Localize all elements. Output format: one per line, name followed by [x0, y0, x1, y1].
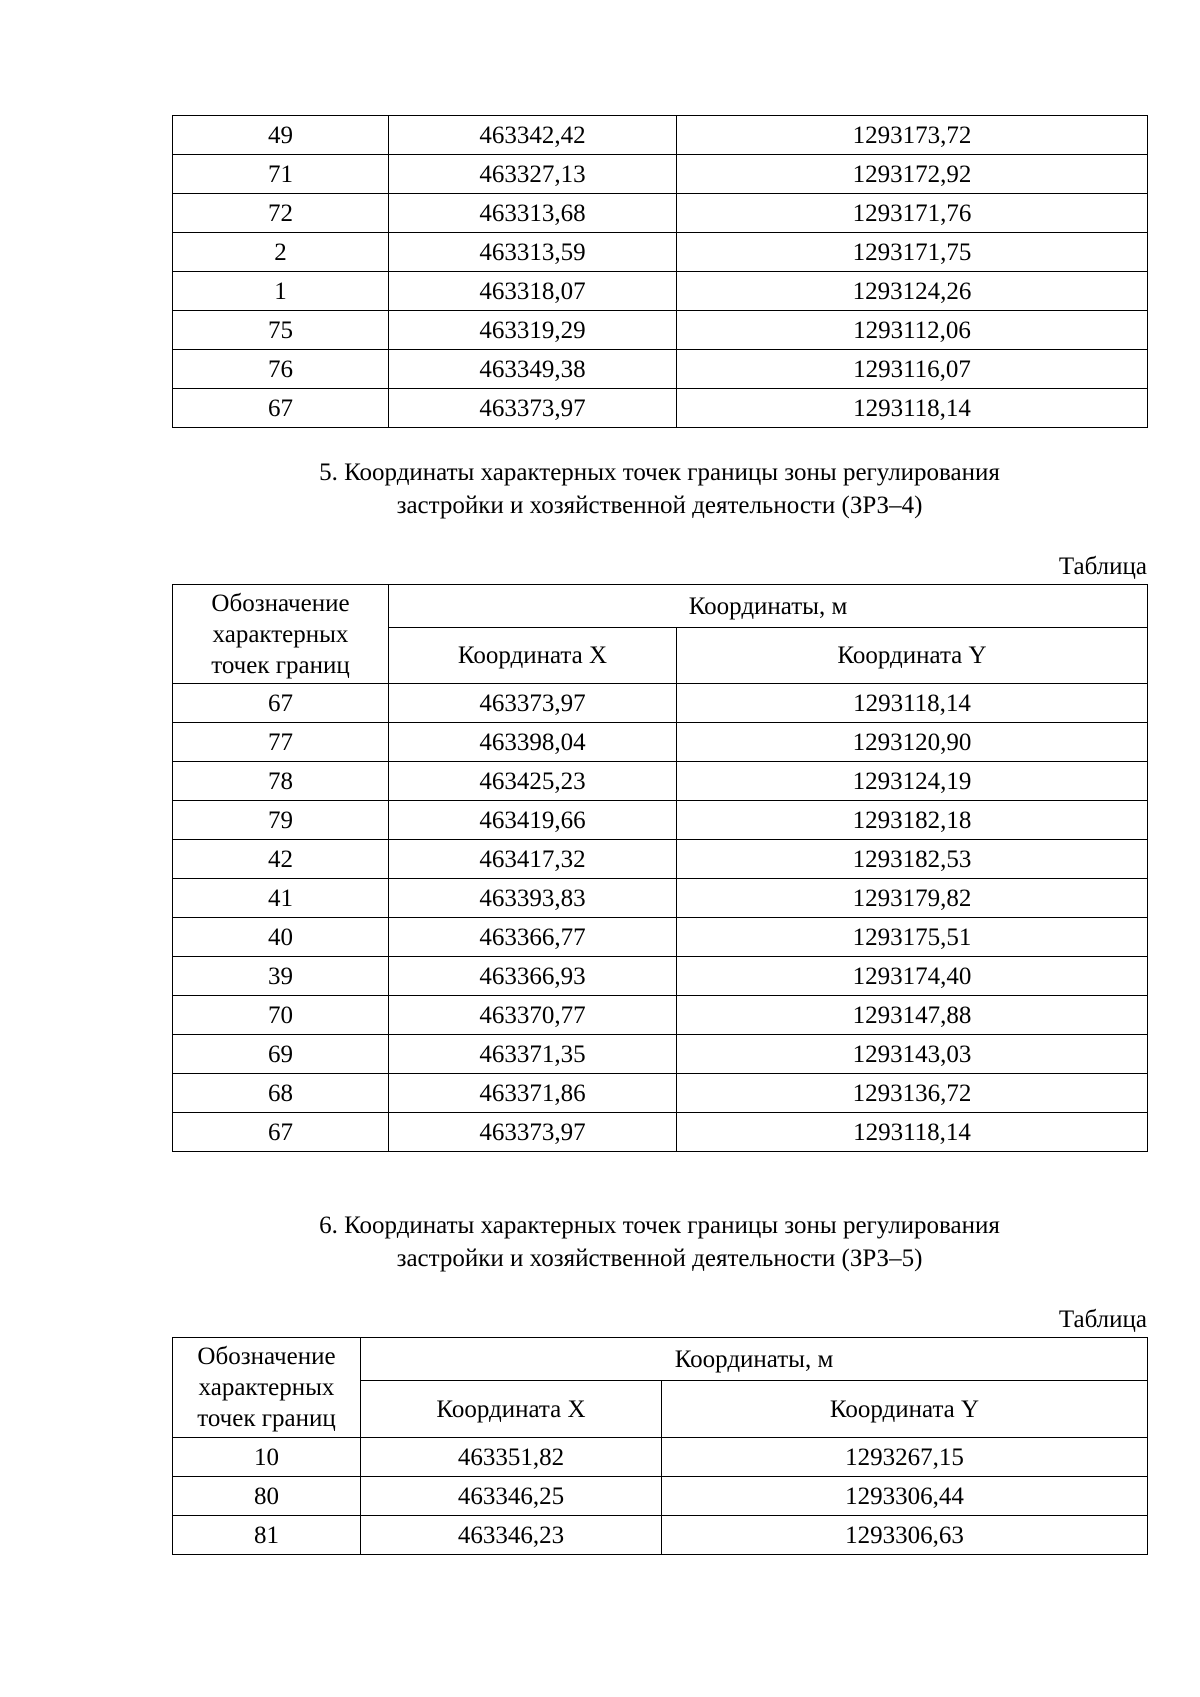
- header-coordinate-y: Координата Y: [677, 628, 1148, 684]
- coordinate-y-cell: 1293182,53: [677, 840, 1148, 879]
- heading-line-1: 6. Координаты характерных точек границы зоны регулирования: [319, 1212, 1000, 1239]
- point-number-cell: 68: [173, 1074, 389, 1113]
- section-6-heading: [172, 1209, 1147, 1275]
- table-body: [173, 684, 1148, 1152]
- coordinate-y-cell: 1293124,19: [677, 762, 1148, 801]
- coordinate-x-cell: 463425,23: [389, 762, 677, 801]
- table-body: [173, 1438, 1148, 1555]
- point-number-cell: 79: [173, 801, 389, 840]
- coordinate-y-cell: 1293179,82: [677, 879, 1148, 918]
- coordinate-y-cell: 1293112,06: [677, 311, 1148, 350]
- point-number-cell: 39: [173, 957, 389, 996]
- coordinate-y-cell: 1293173,72: [677, 116, 1148, 155]
- table-row: [173, 1438, 1148, 1477]
- coordinate-y-cell: 1293147,88: [677, 996, 1148, 1035]
- point-number-cell: 69: [173, 1035, 389, 1074]
- heading-line-2: застройки и хозяйственной деятельности (ЗРЗ–5): [396, 1245, 923, 1272]
- point-number-cell: 67: [173, 684, 389, 723]
- header-coordinate-y: Координата Y: [662, 1381, 1148, 1438]
- section-5-heading: [172, 456, 1147, 522]
- point-number-cell: 67: [173, 389, 389, 428]
- coordinate-y-cell: 1293118,14: [677, 389, 1148, 428]
- coordinate-x-cell: 463398,04: [389, 723, 677, 762]
- coordinate-x-cell: 463349,38: [389, 350, 677, 389]
- coordinate-x-cell: 463313,68: [389, 194, 677, 233]
- table-row: [173, 801, 1148, 840]
- coordinate-y-cell: 1293171,75: [677, 233, 1148, 272]
- coordinates-table-zrz-4: [172, 584, 1147, 1152]
- point-number-cell: 76: [173, 350, 389, 389]
- coordinate-y-cell: 1293136,72: [677, 1074, 1148, 1113]
- coordinate-x-cell: 463417,32: [389, 840, 677, 879]
- coordinates-table-continuation: [172, 115, 1147, 428]
- point-number-cell: 70: [173, 996, 389, 1035]
- coordinate-x-cell: 463327,13: [389, 155, 677, 194]
- coordinate-x-cell: 463366,77: [389, 918, 677, 957]
- point-number-cell: 78: [173, 762, 389, 801]
- table-row: [173, 1035, 1148, 1074]
- point-number-cell: 72: [173, 194, 389, 233]
- coordinate-y-cell: 1293172,92: [677, 155, 1148, 194]
- header-coordinates: Координаты, м: [389, 585, 1148, 628]
- table-row: [173, 233, 1148, 272]
- coordinate-x-cell: 463342,42: [389, 116, 677, 155]
- coordinate-y-cell: 1293306,63: [662, 1516, 1148, 1555]
- coordinates-table-zrz-5: [172, 1337, 1147, 1555]
- table-row: [173, 723, 1148, 762]
- point-number-cell: 41: [173, 879, 389, 918]
- heading-line-2: застройки и хозяйственной деятельности (ЗРЗ–4): [396, 492, 923, 519]
- coordinate-x-cell: 463313,59: [389, 233, 677, 272]
- coordinate-y-cell: 1293182,18: [677, 801, 1148, 840]
- coordinate-y-cell: 1293306,44: [662, 1477, 1148, 1516]
- coordinate-y-cell: 1293118,14: [677, 684, 1148, 723]
- table-row: [173, 1074, 1148, 1113]
- table-row: [173, 1477, 1148, 1516]
- table-row: [173, 1113, 1148, 1152]
- coordinate-y-cell: 1293171,76: [677, 194, 1148, 233]
- table-label: Таблица: [1058, 1306, 1147, 1333]
- coordinate-x-cell: 463319,29: [389, 311, 677, 350]
- table-row: [173, 311, 1148, 350]
- table-row: [173, 194, 1148, 233]
- heading-line-1: 5. Координаты характерных точек границы зоны регулирования: [319, 459, 1000, 486]
- coordinate-x-cell: 463373,97: [389, 1113, 677, 1152]
- coordinate-x-cell: 463373,97: [389, 389, 677, 428]
- header-coordinate-x: Координата X: [361, 1381, 662, 1438]
- coordinate-x-cell: 463371,86: [389, 1074, 677, 1113]
- point-number-cell: 71: [173, 155, 389, 194]
- coordinate-y-cell: 1293120,90: [677, 723, 1148, 762]
- point-number-cell: 77: [173, 723, 389, 762]
- table-row: [173, 996, 1148, 1035]
- table-row: [173, 155, 1148, 194]
- point-number-cell: 67: [173, 1113, 389, 1152]
- table-body: [173, 116, 1148, 428]
- coordinate-x-cell: 463366,93: [389, 957, 677, 996]
- point-number-cell: 2: [173, 233, 389, 272]
- point-number-cell: 1: [173, 272, 389, 311]
- coordinate-x-cell: 463318,07: [389, 272, 677, 311]
- coordinate-y-cell: 1293175,51: [677, 918, 1148, 957]
- coordinate-x-cell: 463373,97: [389, 684, 677, 723]
- table-row: [173, 918, 1148, 957]
- table-row: [173, 389, 1148, 428]
- coordinate-x-cell: 463370,77: [389, 996, 677, 1035]
- point-number-cell: 80: [173, 1477, 361, 1516]
- table-row: [173, 762, 1148, 801]
- point-number-cell: 75: [173, 311, 389, 350]
- coordinate-x-cell: 463419,66: [389, 801, 677, 840]
- table-row: [173, 840, 1148, 879]
- header-coordinates: Координаты, м: [361, 1338, 1148, 1381]
- header-coordinate-x: Координата X: [389, 628, 677, 684]
- table-label: Таблица: [1058, 553, 1147, 580]
- header-designation: Обозначение характерных точек границ: [173, 1338, 361, 1438]
- coordinate-x-cell: 463346,25: [361, 1477, 662, 1516]
- header-designation: Обозначение характерных точек границ: [173, 585, 389, 684]
- point-number-cell: 81: [173, 1516, 361, 1555]
- point-number-cell: 49: [173, 116, 389, 155]
- table-row: [173, 879, 1148, 918]
- coordinate-x-cell: 463393,83: [389, 879, 677, 918]
- coordinate-x-cell: 463371,35: [389, 1035, 677, 1074]
- coordinate-y-cell: 1293124,26: [677, 272, 1148, 311]
- coordinate-y-cell: 1293174,40: [677, 957, 1148, 996]
- table-row: [173, 1516, 1148, 1555]
- coordinate-y-cell: 1293267,15: [662, 1438, 1148, 1477]
- point-number-cell: 42: [173, 840, 389, 879]
- point-number-cell: 40: [173, 918, 389, 957]
- table-row: [173, 272, 1148, 311]
- coordinate-y-cell: 1293116,07: [677, 350, 1148, 389]
- coordinate-y-cell: 1293143,03: [677, 1035, 1148, 1074]
- point-number-cell: 10: [173, 1438, 361, 1477]
- table-row: [173, 684, 1148, 723]
- table-row: [173, 957, 1148, 996]
- coordinate-x-cell: 463351,82: [361, 1438, 662, 1477]
- coordinate-y-cell: 1293118,14: [677, 1113, 1148, 1152]
- table-row: [173, 116, 1148, 155]
- coordinate-x-cell: 463346,23: [361, 1516, 662, 1555]
- table-row: [173, 350, 1148, 389]
